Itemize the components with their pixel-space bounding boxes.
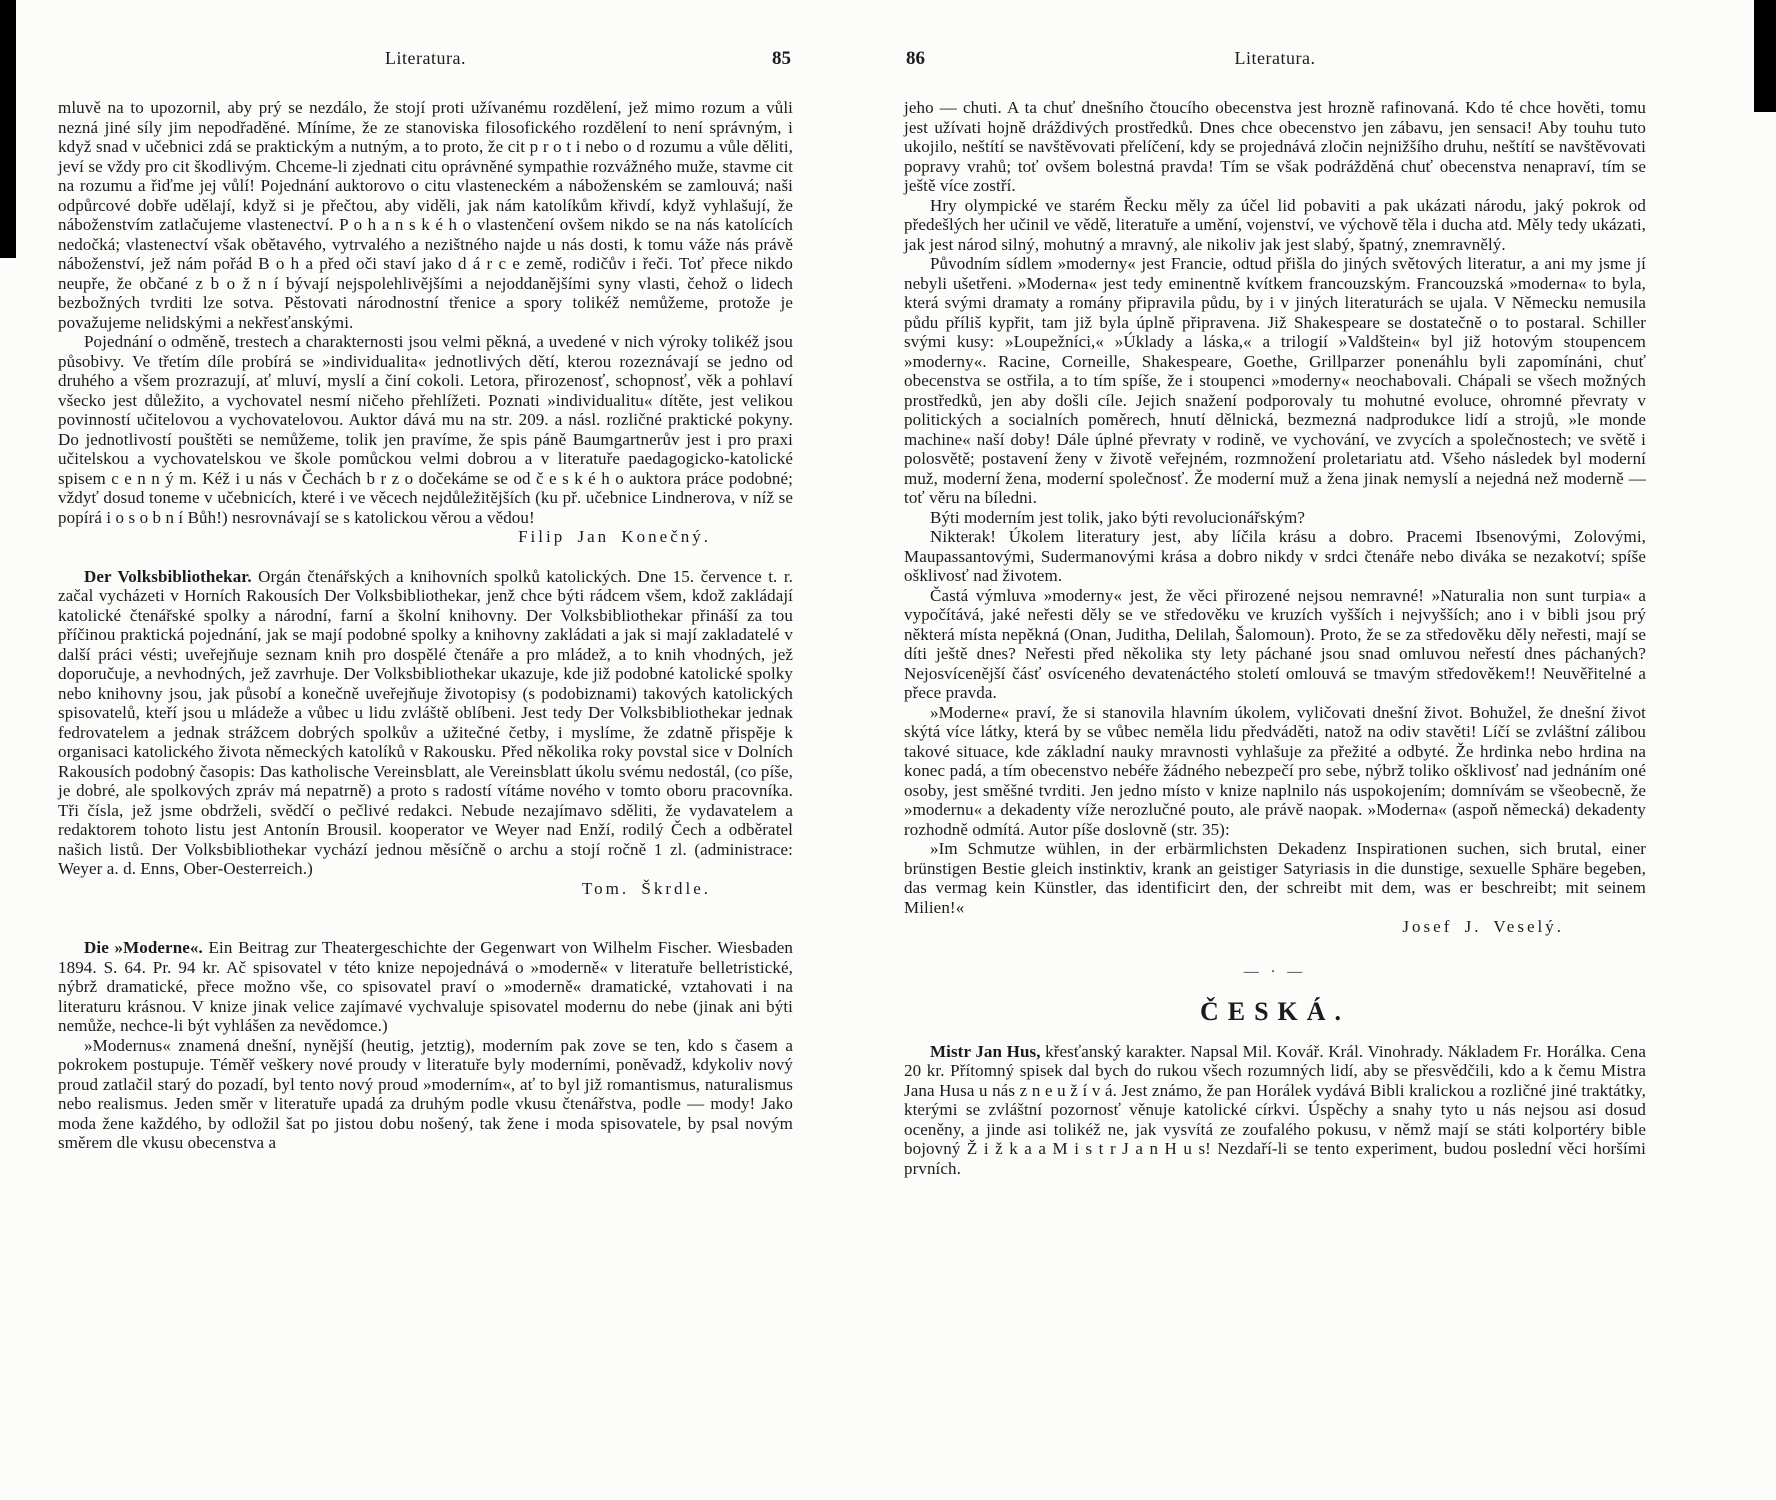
page-number-left: 85 xyxy=(772,48,791,69)
signature: Tom. Škrdle. xyxy=(581,878,711,898)
paragraph: Pojednání o odměně, trestech a charakternosti jsou velmi pěkná, a uvedené v nich výroky tolikéž jsou působivy. Ve třetím díle probírá se »individualita« jednotlivých dětí, kterou rozeznávají se jedno od druhého a všem prozrazují, ať mluví, myslí a činí cokoli. Letora, přirozenosť, schopnosť, věk a pohlaví všecko jest důležito, a vychovatel nesmí ničeho přehlížeti. Poznati »individualitu« dítěte, jest velikou povinností učitelovou a vychovatelovou. Auktor dává mu na str. 209. a násl. rozličné praktické pokyny. Do jednotlivostí pouštěti se nemůžeme, tolik jen pravíme, že spis páně Baumgartnerův jest i pro praxi učitelskou a vychovatelskou ve škole pomůckou velmi dobrou a v literatuře paedagogicko-katolické spisem c e n n ý m. Kéž i u nás v Čechách b r z o dočekáme se od č e s k é h o auktora práce podobné; vždyť dosud toneme v učebnicích, které i ve věcech nejdůležitějších (ku př. učebnice Lindnerova, v níž se popírá i o s o b n í Bůh!) nesrovnávají se s katolickou věrou a vědou! xyxy=(58,332,793,527)
paragraph: »Modernus« znamená dnešní, nynější (heutig, jetztig), moderním pak zove se ten, kdo s časem a pokrokem postupuje. Téměř veškery nové proudy v literatuře byly moderními, poněvadž, kdykoliv nový proud zatlačil starý do pozadí, byl tento nový proud »moderním«, ať to byl již romantismus, naturalismus nebo realismus. Jeden směr v literatuře upadá za druhým podle vkusu čtenářstva, podle — mody! Jako moda žene každého, by odložil šat po jistou dobu nošený, tak žene i moda spisovatele, by psal novým směrem dle vkusu obecenstva a xyxy=(58,1035,793,1152)
paragraph-lead: Die »Moderne«. xyxy=(84,938,209,957)
left-page xyxy=(0,0,888,1178)
right-page-body xyxy=(904,98,1646,1178)
paragraph: Der Volksbibliothekar. Orgán čtenářských a knihovních spolků katolických. Dne 15. července t. r. začal vycházeti v Horních Rakousích Der Volksbibliothekar, jenž chce býti rádcem všem, kdož zakládají katolické čtenářské spolky a národní, farní a školní knihovny. Der Volksbibliothekar přináší za tou příčinou praktická pojednání, jak se mají podobné spolky a knihovny zakládati a jak si mají zakladatelé v další práci vésti; uveřejňuje seznam knih pro dospělé čtenáře a pro mládež, a to knih vhodných, jež doporučuje, a nevhodných, jež zavrhuje. Der Volksbibliothekar ukazuje, kde již podobné katolické spolky nebo knihovny jsou, jak působí a konečně uveřejňuje životopisy (s podobiznami) takových katolických spisovatelů, kteří jsou u mládeže a vůbec u lidu zvláště oblíbeni. Jest tedy Der Volksbibliothekar jednak fedrovatelem a jednak strážcem dobrých spolkův a užitečné četby, i myslíme, že zdatně přispěje k organisaci katolického života německých katolíků v Rakousku. Před několika roky povstal sice v Dolních Rakousích podobný časopis: Das katholische Vereinsblatt, ale Vereinsblatt úkolu svému nedostál, (co píše, je dobré, ale spolkových zpráv má nepatrně) a proto s radostí vítáme nového v tomto oboru pracovníka. Tři čísla, jež jsme obdrželi, svědčí o pečlivé redakci. Nebude nezajímavo sděliti, že vydavatelem a redaktorem tohoto listu jest Antonín Brousil. kooperator ve Weyer nad Enží, rodilý Čech a odběratel našich listů. Der Volksbibliothekar vychází jednou měsíčně o archu a stojí ročně 1 zl. (administrace: Weyer a. d. Enns, Ober-Oesterreich.) xyxy=(58,566,794,878)
right-page-content xyxy=(904,48,1646,1178)
paragraph: Mistr Jan Hus, křesťanský karakter. Napsal Mil. Kovář. Král. Vinohrady. Nákladem Fr. Horálka. Cena 20 kr. Přítomný spisek dal bych do rukou všech rozumných lidí, aby se přesvědčili, kdo a k čemu Mistra Jana Husa u nás z n e u ž í v á. Jest známo, že pan Horálek vydává Bibli kralickou a rozličné jiné traktátky, kterými se zvláštní pozornosť věnuje katolické církvi. Úspěchy a snahy tyto u nás nejsou asi dosud oceněny, a jinde asi tolikéž ne, jak vysvítá ze zoufalého pokusu, v němž mají se státi kolportéry bible bojovný Ž i ž k a a M i s t r J a n H u s! Nezdaří-li se tento experiment, budou poslední věci horšími prvních. xyxy=(904,1041,1646,1178)
running-title-left: Literatura. xyxy=(385,48,466,68)
paragraph: Častá výmluva »moderny« jest, že věci přirozené nejsou nemravné! »Naturalia non sunt turpia« a vypočítává, jaké neřesti děly se ve středověku ve kruzích vyšších i nejvyšších; ano i v bibli jsou prý některá místa nepěkná (Onan, Juditha, Delilah, Šalomoun). Proto, že se za středověku děly neřesti, mají se díti ještě dnes? Neřesti před několika sty lety páchané jsou snad omluvou neřestí dnes páchaných? Nejosvícenější čásť osvíceného devatenáctého století omlouvá se tmavým středověkem!! Neuvěřitelné a přece pravda. xyxy=(904,585,1646,702)
left-page-header xyxy=(58,48,793,74)
paragraph: »Im Schmutze wühlen, in der erbärmlichsten Dekadenz Inspirationen suchen, sich brutal, einer brünstigen Bestie gleich instinktiv, krank an geistiger Satyriasis in die dunstige, sexuelle Sphäre begeben, das vermag kein Künstler, das identificirt den, der schreibt mit dem, was er beschreibt; mit seinem Milien!« xyxy=(904,839,1646,917)
section-divider: — · — xyxy=(1243,963,1307,980)
right-page xyxy=(888,0,1776,1178)
paragraph: Hry olympické ve starém Řecku měly za účel lid pobaviti a pak ukázati národu, jaký pokrok od předešlých her učinil ve vědě, literatuře a umění, vojenství, ve výchově těla i ducha atd. Měly tedy ukázati, jak jest národ silný, mohutný a mravný, ale nikoliv jak jest slabý, špatný, znemravnělý. xyxy=(904,195,1646,254)
paragraph: Die »Moderne«. Ein Beitrag zur Theatergeschichte der Gegenwart von Wilhelm Fischer. Wiesbaden 1894. S. 64. Pr. 94 kr. Ač spisovatel v této knize nepojednává o »moderně« v literatuře belletristické, nýbrž dramatické, přece možno vše, co spisovatel praví o »moderně« dramatické, vztahovati i na literaturu krásnou. V knize jinak velice zajímavé vychvaluje spisovatel modernu do nebe (jinak ani býti nemůže, nechce-li být vyhlášen za nevědomce.) xyxy=(58,938,793,1035)
paragraph: mluvě na to upozornil, aby prý se nezdálo, že stojí proti užívanému rozdělení, jež mimo rozum a vůli nezná jiné síly jim nepodřaděné. Míníme, že ze stanoviska filosofického rozdělení to není správným, i když snad v učebnici zdá se praktickým a nutným, a to proto, že cit p r o t i nebo o d rozumu a vůle děliti, jeví se vždy pro cit škodlivým. Chceme-li zjednati citu oprávněné sympathie rozvážného muže, stavme cit na rozumu a řiďme jej vůlí! Pojednání auktorovo o citu vlasteneckém a náboženském se zamlouvá; naši odpůrcové dobře udělají, když si je přečtou, aby viděli, jak nám katolíkům křivdí, když vyhlašují, že náboženstvím zatlačujeme vlastenectví. P o h a n s k é h o vlastenčení ovšem nikdo se na nás katolících nedočká; vlastenectví však obětavého, vytrvalého a nezištného najde u nás dosti, k tomu váže nás právě náboženství, jež nám pořád B o h a před oči staví jako d á r c e země, rodičův i řeči. Toť přece nikdo neupře, že občané z b o ž n í bývají nejspolehlivějšími a nejoddanějšími syny vlasti, čehož o lidech bezbožných tvrditi lze sotva. Pěstovati národnostní třenice a spory tolikéž nemůžeme, protože je považujeme nelidskými a nekřesťanskými. xyxy=(58,98,793,332)
paragraph: »Moderne« praví, že si stanovila hlavním úkolem, vyličovati dnešní život. Bohužel, že dnešní život skýtá více látky, která by se vůbec neměla lidu předváděti, natož na odiv stavěti! Líčí se zvláštní zálibou takové situace, kde základní nauky mravnosti vyhlašuje za přežité a odbyté. Že hrdinka nebo hrdina na konec padá, a tím obecenstvo nebéře žádného nebezpečí pro sebe, nýbrž toliko ošklivosť nad jednáním oné osoby, jest směšné tvrditi. Jen jedno místo v knize naplnilo nás uspokojením; domnívám se všeobecně, že »modernu« a dekadenty víže nerozlučné pouto, ale právě naopak. »Moderna« (aspoň německá) dekadenty rozhodně odmítá. Autor píše doslovně (str. 35): xyxy=(904,702,1646,839)
left-page-body xyxy=(58,98,793,1153)
signature: Filip Jan Konečný. xyxy=(518,527,711,546)
paragraph: Býti moderním jest tolik, jako býti revolucionářským? xyxy=(930,507,1305,527)
paragraph: Původním sídlem »moderny« jest Francie, odtud přišla do jiných světových literatur, a ani my jsme jí nebyli ušetřeni. »Moderna« jest tedy eminentně kvítkem francouzským. Francouzská »moderna« to byla, která svými dramaty a romány připravila půdu, by i v jiných literaturách se ujala. V Německu nemusila půdu příliš kypřit, tam již byla úplně připravena. Již Shakespeare se dostatečně o to postaral. Schiller svými kusy: »Loupežníci,« »Úklady a láska,« a trilogií »Valdštein« byl již hotovým stoupencem »moderny«. Racine, Corneille, Shakespeare, Goethe, Grillparzer ponenáhlu byli zapomínáni, chuť obecenstva se ostřila, a to tím spíše, že i stoupenci »moderny« neochabovali. Chápali se všech možných prostředků, jen aby došli cíle. Jejich snažení podporovaly tu mohutné evoluce, ohromné převraty v politických a socialních poměrech, hnutí dělnická, bezmezná nadprodukce lidí a strojů, »le monde machine« naší doby! Dále úplné převraty v rodině, ve vychování, ve zvycích a společnostech; ve světě i polosvětě; postavení ženy v životě veřejném, rozmnožení proletariatu atd. Všeho následek byl moderní muž, moderní žena, moderní společnosť. Že moderní muž a žena jinak nemyslí a nejedná než moderně — toť věru na bíledni. xyxy=(904,254,1646,507)
running-title-right: Literatura. xyxy=(1234,48,1316,68)
section-heading: ČESKÁ. xyxy=(1199,997,1351,1026)
signature: Josef J. Veselý. xyxy=(1402,917,1564,936)
page-number-right: 86 xyxy=(906,48,925,69)
paragraph: Nikterak! Úkolem literatury jest, aby líčila krásu a dobro. Pracemi Ibsenovými, Zolovými, Maupassantovými, Sudermanovými krása a dobro nikdy v srdci čtenáře nebo diváka se nezakotví; spíše ošklivosť nad životem. xyxy=(904,527,1646,585)
right-page-header xyxy=(904,48,1646,74)
scan-edge-artifact-right xyxy=(1754,0,1776,112)
paragraph-lead: Der Volksbibliothekar. xyxy=(84,566,259,586)
paragraph-lead: Mistr Jan Hus, xyxy=(930,1041,1046,1061)
left-page-content xyxy=(58,48,793,1153)
paragraph: jeho — chuti. A ta chuť dnešního čtoucího obecenstva jest hrozně rafinovaná. Kdo té chce hověti, tomu jest užívati hojně dráždivých prostředků. Dnes chce obecenstvo jen zábavu, jen sensaci! Aby touhu tuto ukojilo, neštítí se navštěvovati přelíčení, kdy se projednává zločin nejnižšího druhu, neštítí se navštěvovati popravy vrahů; toť ovšem bolestná pravda! Tím se však podrážděná chuť obecenstva nenapraví, tím se ještě více zostří. xyxy=(904,98,1646,195)
scan-edge-artifact-left xyxy=(0,0,16,258)
